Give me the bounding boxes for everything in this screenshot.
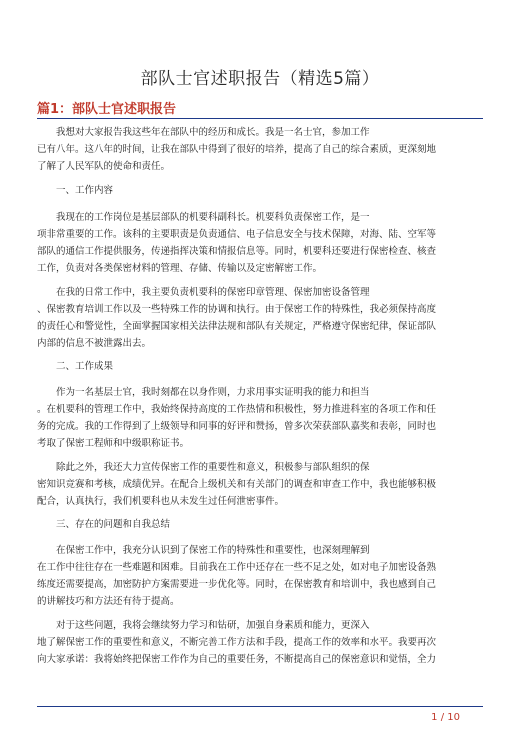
text-line: 的责任心和警觉性，全面掌握国家相关法律法规和部队有关规定，严格遵守保密纪律，保证部队 [37,321,437,332]
section-title: 篇1：部队士官述职报告 [37,102,177,117]
paragraph-4 [37,459,483,510]
text-line: 的讲解技巧和方法还有待于提高。 [37,596,180,607]
text-line: 我想对大家报告我这些年在部队中的经历和成长。我是一名士官，参加工作 [56,127,370,138]
paragraph-5 [37,542,483,610]
text-line: 在我的日常工作中，我主要负责机要科的保密印章管理、保密加密设备管理 [56,287,370,298]
heading-work-content: 一、工作内容 [56,185,114,196]
heading-problems-summary: 三、存在的问题和自我总结 [56,519,171,530]
text-line: 部队的通信工作提供服务，传递指挥决策和情报信息等。同时，机要科还要进行保密检查、核查 [37,246,437,257]
text-line: 我现在的工作岗位是基层部队的机要科副科长。机要科负责保密工作，是一 [56,212,370,223]
text-line: 配合，认真执行，我们机要科也从未发生过任何泄密事件。 [37,496,285,507]
text-line: 地了解保密工作的重要性和意义，不断完善工作方法和手段，提高工作的效率和水平。我要再次 [37,637,437,648]
header-rule [37,118,483,119]
paragraph-6 [37,617,483,668]
footer-rule [37,706,483,707]
text-line: 除此之外，我还大力宣传保密工作的重要性和意义，积极参与部队组织的保 [56,462,370,473]
text-line: 已有八年。这八年的时间，让我在部队中得到了很好的培养，提高了自己的综合素质，更深刻地 [37,144,437,155]
page-title: 部队士官述职报告（精选5篇） [140,69,380,89]
paragraph-intro [37,124,483,175]
page-number: 1 / 10 [431,712,460,723]
text-line: 考取了保密工程师和中级职称证书。 [37,438,190,449]
paragraph-3 [37,384,483,452]
text-line: 务的完成。我的工作得到了上级领导和同事的好评和赞扬，曾多次荣获部队嘉奖和表彰，同时也 [37,421,437,432]
text-line: 项非常重要的工作。该科的主要职责是负责通信、电子信息安全与技术保障，对海、陆、空军等 [37,229,437,240]
heading-work-results: 二、工作成果 [56,361,114,372]
text-line: 在保密工作中，我充分认识到了保密工作的特殊性和重要性，也深刻理解到 [56,545,370,556]
text-line: 工作，负责对各类保密材料的管理、存储、传输以及定密解密工作。 [37,263,323,274]
text-line: 向大家承诺：我将始终把保密工作作为自己的重要任务，不断提高自己的保密意识和觉悟，全力 [37,654,437,665]
text-line: 在工作中往往存在一些难题和困难。目前我在工作中还存在一些不足之处，如对电子加密设备熟 [37,562,437,573]
text-line: 作为一名基层士官，我时刻都在以身作则，力求用事实证明我的能力和担当 [56,387,370,398]
text-line: 了解了人民军队的使命和责任。 [37,161,171,172]
text-line: 练度还需要提高，加密防护方案需要进一步优化等。同时，在保密教育和培训中，我也感到自己 [37,579,437,590]
text-line: 密知识竞赛和考核，成绩优异。在配合上级机关和有关部门的调查和审查工作中，我也能够积极 [37,479,437,490]
text-line: 、保密教育培训工作以及一些特殊工作的协调和执行。由于保密工作的特殊性，我必须保持高度 [37,304,437,315]
text-line: 。在机要科的管理工作中，我始终保持高度的工作热情和积极性，努力推进科室的各项工作和任 [37,404,437,415]
paragraph-1 [37,209,483,277]
paragraph-2 [37,284,483,352]
text-line: 对于这些问题，我将会继续努力学习和钻研，加强自身素质和能力，更深入 [56,620,370,631]
text-line: 内部的信息不被泄露出去。 [37,338,152,349]
